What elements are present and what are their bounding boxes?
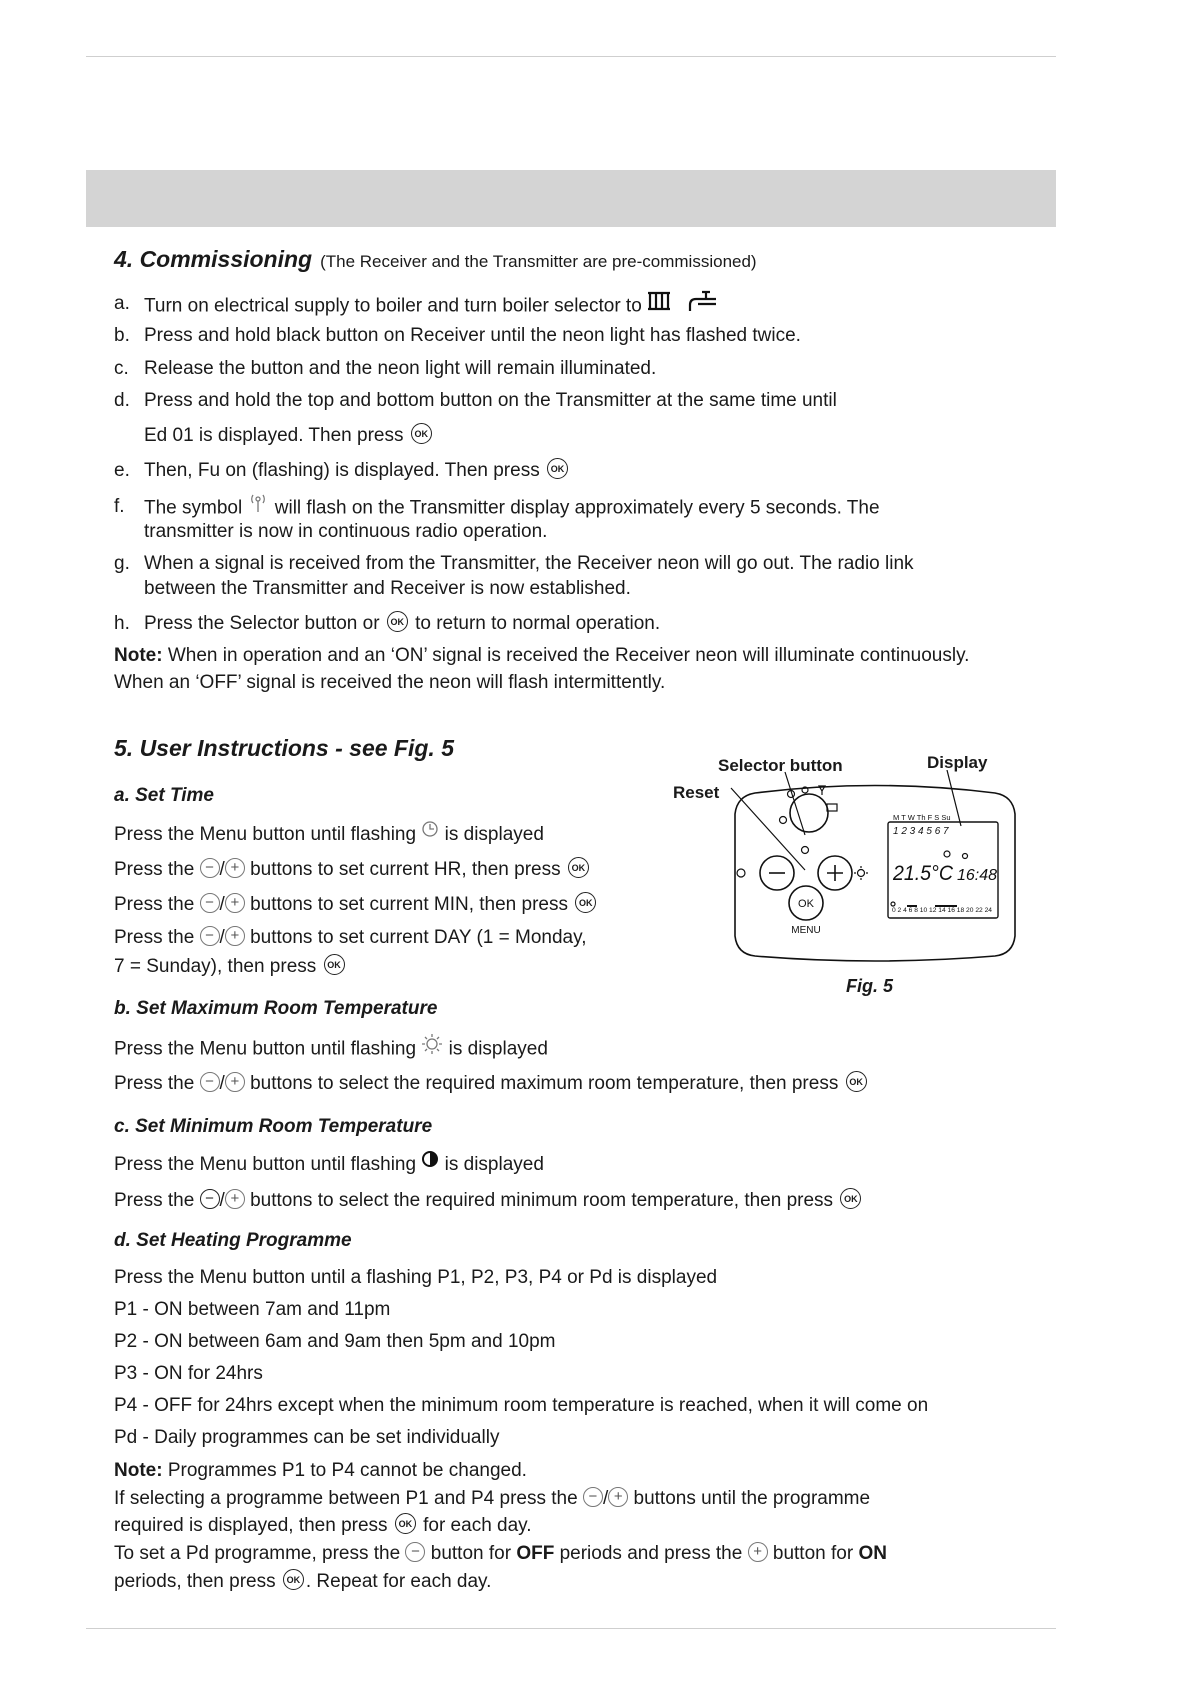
plus-icon: + bbox=[225, 1072, 245, 1092]
lcd-days: M T W Th F S Su bbox=[893, 813, 951, 822]
minus-icon: − bbox=[200, 926, 220, 946]
ok-icon: OK bbox=[575, 892, 596, 913]
ok-icon: OK bbox=[846, 1071, 867, 1092]
lcd-temperature: 21.5°C bbox=[892, 862, 954, 885]
plus-icon: + bbox=[225, 1189, 245, 1209]
clock-icon bbox=[421, 820, 439, 845]
set-time-line-5: 7 = Sunday), then press OK bbox=[114, 954, 347, 979]
set-time-line-2: Press the − / + buttons to set current HR, then press OK bbox=[114, 857, 591, 882]
ok-icon: OK bbox=[411, 423, 432, 444]
set-time-line-1: Press the Menu button until flashing is displayed bbox=[114, 822, 544, 847]
min-temp-heading: c. Set Minimum Room Temperature bbox=[114, 1116, 433, 1137]
programme-p2: P2 - ON between 6am and 9am then 5pm and 10pm bbox=[114, 1331, 556, 1352]
plus-icon: + bbox=[608, 1487, 628, 1507]
programme-select-line-1: If selecting a programme between P1 and P4 press the − / + buttons until the programme bbox=[114, 1487, 871, 1509]
ok-icon: OK bbox=[547, 458, 568, 479]
header-band bbox=[86, 170, 1056, 227]
lcd-programme-bar bbox=[935, 905, 957, 907]
top-rule bbox=[86, 56, 1056, 57]
programme-select-line-2: required is displayed, then press OK for each day. bbox=[114, 1515, 532, 1536]
programme-note: Note: Programmes P1 to P4 cannot be changed. bbox=[114, 1460, 527, 1481]
lcd-hour-scale: 0 2 4 6 8 10 12 14 16 18 20 22 24 bbox=[892, 908, 993, 914]
set-time-heading: a. Set Time bbox=[114, 785, 214, 806]
minus-icon: − bbox=[200, 1072, 220, 1092]
plus-icon: + bbox=[225, 858, 245, 878]
programme-p1: P1 - ON between 7am and 11pm bbox=[114, 1299, 391, 1320]
figure-caption: Fig. 5 bbox=[846, 976, 894, 996]
clock-icon bbox=[780, 817, 787, 824]
minus-icon: − bbox=[405, 1542, 425, 1562]
set-time-line-3: Press the − / + buttons to set current MIN, then press OK bbox=[114, 892, 598, 917]
programme-pd-line-1: To set a Pd programme, press the − button for OFF periods and press the + button for ON bbox=[114, 1542, 887, 1564]
sun-icon bbox=[858, 870, 865, 877]
lcd-time: 16:48 bbox=[957, 867, 998, 884]
radio-signal-icon bbox=[247, 492, 269, 521]
max-temp-heading: b. Set Maximum Room Temperature bbox=[114, 998, 438, 1019]
lcd-programme-bar bbox=[907, 905, 917, 907]
section-4-note-cont: When an ‘OFF’ signal is received the neon will flash intermittently. bbox=[114, 672, 666, 693]
bottom-rule bbox=[86, 1628, 1056, 1629]
ok-icon: OK bbox=[568, 857, 589, 878]
reset-button bbox=[802, 847, 809, 854]
ok-icon: OK bbox=[395, 1513, 416, 1534]
lcd-moon-icon bbox=[891, 902, 895, 906]
moon-icon bbox=[737, 869, 745, 877]
minus-icon: − bbox=[200, 893, 220, 913]
programme-p3: P3 - ON for 24hrs bbox=[114, 1363, 263, 1384]
radiator-icon bbox=[647, 289, 681, 320]
ok-icon: OK bbox=[283, 1569, 304, 1590]
programme-pd: Pd - Daily programmes can be set individually bbox=[114, 1427, 500, 1448]
moon-icon bbox=[421, 1150, 439, 1175]
max-temp-line-2: Press the − / + buttons to select the required maximum room temperature, then press OK bbox=[114, 1071, 869, 1096]
lcd-sun-icon bbox=[963, 854, 968, 859]
plus-icon: + bbox=[225, 926, 245, 946]
plus-icon: + bbox=[748, 1542, 768, 1562]
lcd-radio-icon bbox=[944, 851, 950, 857]
min-temp-line-1: Press the Menu button until flashing is displayed bbox=[114, 1152, 544, 1177]
set-time-line-4: Press the − / + buttons to set current DAY (1 = Monday, bbox=[114, 926, 587, 948]
minus-icon: − bbox=[200, 858, 220, 878]
min-temp-line-2: Press the − / + buttons to select the required minimum room temperature, then press OK bbox=[114, 1188, 863, 1213]
ok-icon: OK bbox=[387, 611, 408, 632]
section-4-note: Note: When in operation and an ‘ON’ signal is received the Receiver neon will illuminate continuously. bbox=[114, 645, 970, 666]
section-4-title: 4. Commissioning (The Receiver and the Transmitter are pre-commissioned) bbox=[114, 246, 757, 272]
lcd-day-numbers: 1 2 3 4 5 6 7 bbox=[893, 826, 949, 837]
section-5-title: 5. User Instructions - see Fig. 5 bbox=[114, 735, 454, 761]
ok-icon: OK bbox=[324, 954, 345, 975]
programme-p4: P4 - OFF for 24hrs except when the minimum room temperature is reached, when it will come on bbox=[114, 1395, 929, 1416]
selector-button bbox=[790, 794, 828, 832]
minus-icon: − bbox=[583, 1487, 603, 1507]
programme-pd-line-2: periods, then press OK . Repeat for each day. bbox=[114, 1571, 492, 1592]
max-temp-line-1: Press the Menu button until flashing is displayed bbox=[114, 1035, 548, 1064]
reset-label: Reset bbox=[673, 783, 720, 802]
section-4-subtitle: (The Receiver and the Transmitter are pre-commissioned) bbox=[320, 252, 757, 271]
programme-heading: d. Set Heating Programme bbox=[114, 1230, 352, 1251]
display-label: Display bbox=[927, 753, 988, 772]
plus-icon bbox=[827, 865, 843, 881]
minus-icon: − bbox=[200, 1189, 220, 1209]
plus-icon: + bbox=[225, 893, 245, 913]
sun-icon bbox=[421, 1033, 443, 1062]
ok-icon: OK bbox=[840, 1188, 861, 1209]
menu-label: MENU bbox=[791, 925, 821, 936]
selector-button-label: Selector button bbox=[718, 756, 843, 775]
tap-icon bbox=[686, 289, 718, 320]
transmitter-illustration bbox=[725, 770, 1030, 966]
ok-button-label: OK bbox=[798, 898, 814, 910]
programme-line-1: Press the Menu button until a flashing P1, P2, P3, P4 or Pd is displayed bbox=[114, 1267, 718, 1288]
